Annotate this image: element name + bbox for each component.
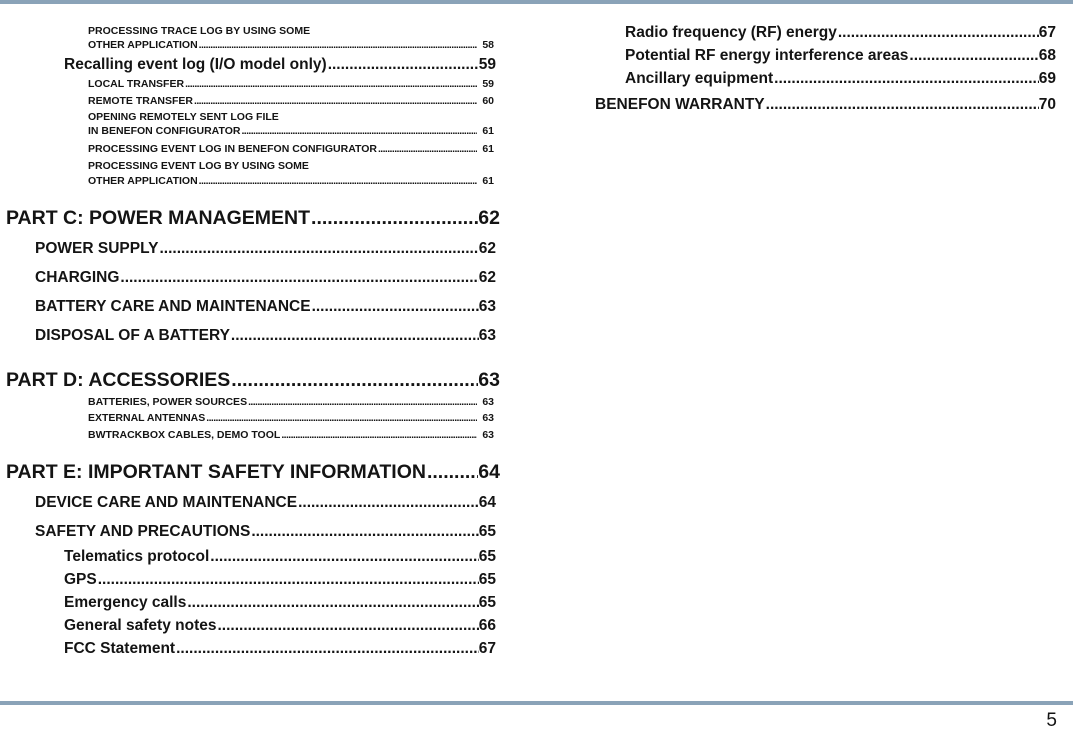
toc-entry-page: 65 bbox=[478, 548, 496, 565]
toc-entry-page: 67 bbox=[1038, 24, 1056, 41]
toc-entry-page: 59 bbox=[478, 56, 496, 73]
toc-entry-title: BATTERIES, POWER SOURCES bbox=[88, 396, 248, 408]
toc-entry-title: Telematics protocol bbox=[64, 548, 210, 565]
toc-entry[interactable] bbox=[64, 640, 496, 658]
toc-dot-leader bbox=[198, 39, 478, 51]
toc-entry[interactable] bbox=[88, 429, 494, 441]
bottom-rule bbox=[0, 701, 1073, 705]
toc-entry[interactable] bbox=[35, 327, 496, 345]
toc-entry[interactable] bbox=[88, 95, 494, 107]
toc-entry-title: BWTRACKBOX CABLES, DEMO TOOL bbox=[88, 429, 281, 441]
toc-entry-page: 63 bbox=[478, 369, 500, 391]
toc-entry[interactable] bbox=[88, 125, 494, 137]
toc-entry-page: 65 bbox=[478, 571, 496, 588]
toc-entry[interactable] bbox=[35, 298, 496, 316]
toc-dot-leader bbox=[908, 47, 1038, 65]
toc-entry-title: Recalling event log (I/O model only) bbox=[64, 56, 327, 73]
toc-entry-page: 69 bbox=[1038, 70, 1056, 87]
toc-dot-leader bbox=[184, 78, 477, 90]
toc-entry-title: SAFETY AND PRECAUTIONS bbox=[35, 523, 251, 540]
toc-entry-title: EXTERNAL ANTENNAS bbox=[88, 412, 206, 424]
toc-dot-leader bbox=[240, 125, 477, 137]
toc-entry[interactable] bbox=[64, 594, 496, 612]
toc-entry-page: 63 bbox=[482, 412, 494, 424]
toc-entry-title: PART D: ACCESSORIES bbox=[6, 369, 231, 391]
toc-entry[interactable] bbox=[64, 56, 496, 74]
toc-entry-page: 61 bbox=[482, 175, 494, 187]
toc-entry[interactable] bbox=[64, 571, 496, 589]
toc-entry-page: 66 bbox=[478, 617, 496, 634]
toc-entry[interactable] bbox=[64, 617, 496, 635]
toc-entry[interactable] bbox=[88, 396, 494, 408]
toc-dot-leader bbox=[119, 269, 478, 287]
toc-dot-leader bbox=[837, 24, 1039, 42]
toc-dot-leader bbox=[280, 429, 477, 441]
toc-entry[interactable] bbox=[625, 24, 1056, 42]
toc-entry[interactable] bbox=[64, 548, 496, 566]
toc-entry-title: OTHER APPLICATION bbox=[88, 39, 198, 51]
toc-dot-leader bbox=[216, 617, 478, 635]
toc-dot-leader bbox=[426, 461, 478, 484]
toc-entry-title: PART E: IMPORTANT SAFETY INFORMATION bbox=[6, 461, 426, 483]
toc-dot-leader bbox=[765, 96, 1039, 114]
toc-entry[interactable] bbox=[88, 412, 494, 424]
toc-dot-leader bbox=[247, 396, 477, 408]
toc-entry-title: Radio frequency (RF) energy bbox=[625, 24, 837, 41]
toc-entry-page: 65 bbox=[478, 523, 496, 540]
toc-dot-leader bbox=[311, 298, 479, 316]
toc-entry-title: PART C: POWER MANAGEMENT bbox=[6, 207, 311, 229]
toc-dot-leader bbox=[310, 207, 478, 230]
toc-dot-leader bbox=[230, 369, 478, 392]
toc-entry-title: BATTERY CARE AND MAINTENANCE bbox=[35, 298, 311, 315]
toc-entry-page: 60 bbox=[482, 95, 494, 107]
toc-dot-leader bbox=[158, 240, 478, 258]
toc-entry[interactable] bbox=[88, 143, 494, 155]
toc-entry-title: Ancillary equipment bbox=[625, 70, 774, 87]
toc-entry-title: IN BENEFON CONFIGURATOR bbox=[88, 125, 241, 137]
toc-entry-title-line1: OPENING REMOTELY SENT LOG FILE bbox=[88, 111, 279, 123]
toc-entry-title: REMOTE TRANSFER bbox=[88, 95, 193, 107]
toc-dot-leader bbox=[773, 70, 1039, 88]
toc-dot-leader bbox=[327, 56, 479, 74]
toc-entry[interactable] bbox=[35, 269, 496, 287]
toc-entry-title: LOCAL TRANSFER bbox=[88, 78, 185, 90]
toc-entry-title: POWER SUPPLY bbox=[35, 240, 159, 257]
toc-entry-page: 62 bbox=[478, 207, 500, 229]
toc-entry[interactable] bbox=[625, 47, 1056, 65]
page-number: 5 bbox=[1046, 710, 1057, 731]
toc-entry-title: General safety notes bbox=[64, 617, 217, 634]
toc-dot-leader bbox=[186, 594, 478, 612]
toc-entry-title-line1: PROCESSING EVENT LOG BY USING SOME bbox=[88, 160, 309, 172]
toc-entry-page: 63 bbox=[478, 327, 496, 344]
toc-part-heading[interactable] bbox=[6, 461, 500, 484]
toc-entry-page: 59 bbox=[482, 78, 494, 90]
toc-entry-page: 63 bbox=[482, 429, 494, 441]
toc-entry-title: OTHER APPLICATION bbox=[88, 175, 198, 187]
toc-entry-page: 70 bbox=[1038, 96, 1056, 113]
toc-entry-title: CHARGING bbox=[35, 269, 120, 286]
top-rule bbox=[0, 0, 1073, 4]
toc-entry-page: 61 bbox=[482, 125, 494, 137]
toc-part-heading[interactable] bbox=[6, 369, 500, 392]
toc-entry-page: 61 bbox=[482, 143, 494, 155]
toc-part-heading[interactable] bbox=[6, 207, 500, 230]
toc-dot-leader bbox=[377, 143, 477, 155]
toc-entry[interactable] bbox=[88, 175, 494, 187]
toc-entry[interactable] bbox=[35, 523, 496, 541]
toc-entry[interactable] bbox=[625, 70, 1056, 88]
toc-entry-page: 62 bbox=[478, 269, 496, 286]
toc-entry[interactable] bbox=[88, 39, 494, 51]
toc-entry[interactable] bbox=[35, 494, 496, 512]
toc-entry-title: DISPOSAL OF A BATTERY bbox=[35, 327, 230, 344]
toc-entry-page: 63 bbox=[482, 396, 494, 408]
toc-entry-page: 67 bbox=[478, 640, 496, 657]
toc-entry-page: 65 bbox=[478, 594, 496, 611]
toc-entry[interactable] bbox=[88, 78, 494, 90]
toc-entry-title: GPS bbox=[64, 571, 97, 588]
toc-entry[interactable] bbox=[595, 96, 1056, 114]
toc-entry-title: Emergency calls bbox=[64, 594, 187, 611]
toc-dot-leader bbox=[193, 95, 477, 107]
toc-entry-page: 68 bbox=[1038, 47, 1056, 64]
toc-entry-page: 63 bbox=[478, 298, 496, 315]
toc-entry-page: 64 bbox=[478, 494, 496, 511]
toc-dot-leader bbox=[175, 640, 479, 658]
toc-entry-page: 58 bbox=[482, 39, 494, 51]
toc-entry[interactable] bbox=[35, 240, 496, 258]
toc-dot-leader bbox=[209, 548, 478, 566]
toc-dot-leader bbox=[205, 412, 477, 424]
toc-entry-title: BENEFON WARRANTY bbox=[595, 96, 765, 113]
toc-dot-leader bbox=[230, 327, 479, 345]
toc-entry-title: DEVICE CARE AND MAINTENANCE bbox=[35, 494, 298, 511]
toc-entry-page: 62 bbox=[478, 240, 496, 257]
toc-dot-leader bbox=[198, 175, 478, 187]
toc-entry-title: FCC Statement bbox=[64, 640, 176, 657]
toc-dot-leader bbox=[97, 571, 479, 589]
toc-entry-title: Potential RF energy interference areas bbox=[625, 47, 909, 64]
toc-entry-page: 64 bbox=[478, 461, 500, 483]
toc-entry-title: PROCESSING EVENT LOG IN BENEFON CONFIGURATOR bbox=[88, 143, 377, 155]
toc-entry-title-line1: PROCESSING TRACE LOG BY USING SOME bbox=[88, 25, 311, 37]
toc-dot-leader bbox=[250, 523, 478, 541]
toc-dot-leader bbox=[297, 494, 479, 512]
